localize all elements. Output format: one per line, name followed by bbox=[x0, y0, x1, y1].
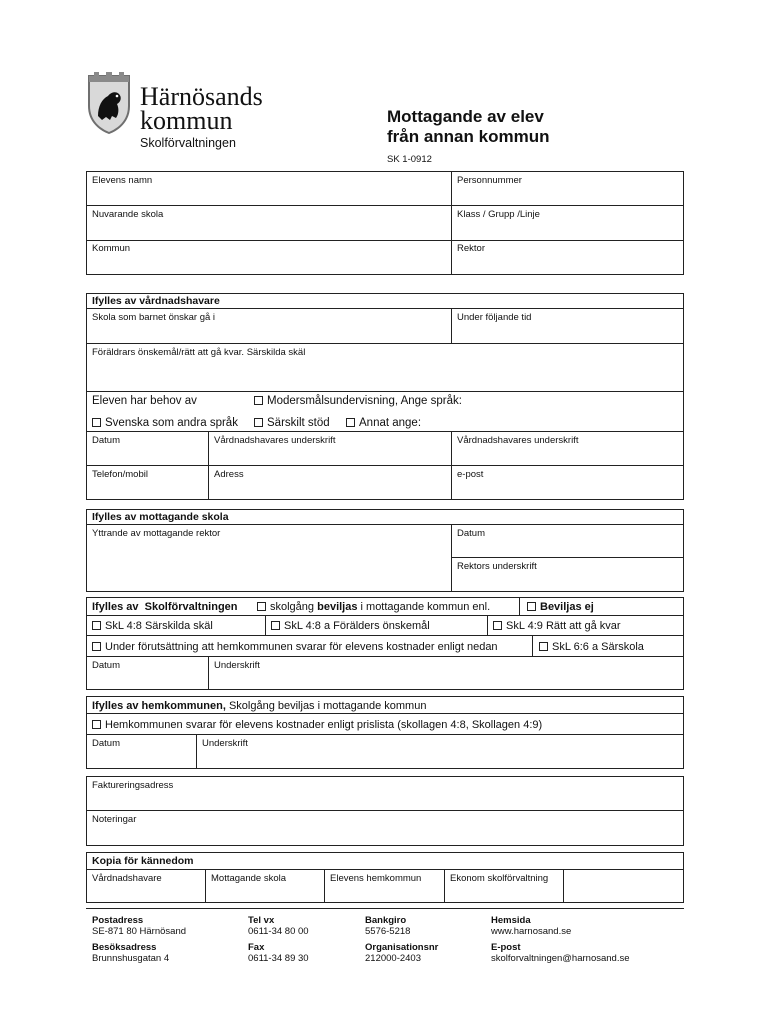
granted-option[interactable]: skolgång beviljas i mottagande kommun enl. bbox=[257, 601, 490, 614]
guardian-heading: Ifylles av vårdnadshavare bbox=[92, 295, 220, 307]
municipality-field[interactable]: Kommun bbox=[92, 243, 131, 254]
skl49-option[interactable]: SkL 4:9 Rätt att gå kvar bbox=[493, 620, 621, 633]
denied-checkbox[interactable] bbox=[527, 602, 536, 611]
billing-address-field[interactable]: Faktureringsadress bbox=[92, 780, 174, 791]
granted-checkbox[interactable] bbox=[257, 602, 266, 611]
footer-orgnr-value: 212000-2403 bbox=[365, 953, 421, 964]
guardian-signature-2-field[interactable]: Vårdnadshavares underskrift bbox=[457, 435, 579, 446]
footer-bankgiro-label: Bankgiro bbox=[365, 915, 407, 926]
address-field[interactable]: Adress bbox=[214, 469, 244, 480]
home-signature-field[interactable]: Underskrift bbox=[202, 738, 248, 749]
org-name-line2: kommun bbox=[140, 106, 233, 135]
footer-phone-value: 0611-34 80 00 bbox=[248, 926, 309, 937]
class-group-field[interactable]: Klass / Grupp /Linje bbox=[457, 209, 540, 220]
skl48-parent-option[interactable]: SkL 4:8 a Förälders önskemål bbox=[271, 620, 430, 633]
receiving-date-field[interactable]: Datum bbox=[457, 528, 485, 539]
needs-label: Eleven har behov av bbox=[92, 395, 197, 407]
receiving-school-heading: Ifylles av mottagande skola bbox=[92, 511, 229, 523]
principal-statement-field[interactable]: Yttrande av mottagande rektor bbox=[92, 528, 221, 539]
home-costs-option[interactable]: Hemkommunen svarar för elevens kostnader enligt prislista (skollagen 4:8, Skollagen 4:9) bbox=[92, 719, 542, 732]
footer-web-link[interactable]: www.harnosand.se bbox=[491, 926, 572, 937]
footer-fax-value: 0611-34 89 30 bbox=[248, 953, 309, 964]
mother-tongue-option[interactable]: Modersmålsundervisning, Ange språk: bbox=[254, 395, 462, 408]
form-title-line1: Mottagande av elev bbox=[387, 107, 544, 126]
mother-tongue-checkbox[interactable] bbox=[254, 396, 263, 405]
skl48-special-option[interactable]: SkL 4:8 Särskilda skäl bbox=[92, 620, 213, 633]
home-municipality-heading: Ifylles av hemkommunen, Skolgång beviljas i mottagande kommun bbox=[92, 700, 427, 712]
principal-signature-field[interactable]: Rektors underskrift bbox=[457, 561, 537, 572]
condition-checkbox[interactable] bbox=[92, 642, 101, 651]
preferred-school-field[interactable]: Skola som barnet önskar gå i bbox=[92, 312, 216, 323]
footer-divider bbox=[86, 908, 684, 909]
billing-section bbox=[86, 776, 684, 846]
email-field[interactable]: e-post bbox=[457, 469, 484, 480]
guardian-date-field[interactable]: Datum bbox=[92, 435, 120, 446]
skl66-option[interactable]: SkL 6:6 a Särskola bbox=[539, 641, 644, 654]
footer-phone-label: Tel vx bbox=[248, 915, 275, 926]
copy-heading: Kopia för kännedom bbox=[92, 855, 194, 867]
home-date-field[interactable]: Datum bbox=[92, 738, 120, 749]
home-costs-checkbox[interactable] bbox=[92, 720, 101, 729]
copy-recipient-home-municipality[interactable]: Elevens hemkommun bbox=[330, 873, 422, 884]
personal-number-field[interactable]: Personnummer bbox=[457, 175, 522, 186]
copy-recipient-guardian[interactable]: Vårdnadshavare bbox=[92, 873, 162, 884]
copy-recipient-receiving-school[interactable]: Mottagande skola bbox=[211, 873, 286, 884]
special-support-option[interactable]: Särskilt stöd bbox=[254, 417, 330, 430]
principal-field[interactable]: Rektor bbox=[457, 243, 485, 254]
condition-option[interactable]: Under förutsättning att hemkommunen svarar för elevens kostnader enligt nedan bbox=[92, 641, 498, 654]
office-date-field[interactable]: Datum bbox=[92, 660, 120, 671]
guardian-signature-1-field[interactable]: Vårdnadshavares underskrift bbox=[214, 435, 336, 446]
swedish-second-language-checkbox[interactable] bbox=[92, 418, 101, 427]
footer-fax-label: Fax bbox=[248, 942, 265, 953]
swedish-second-language-option[interactable]: Svenska som andra språk bbox=[92, 417, 238, 430]
period-field[interactable]: Under följande tid bbox=[457, 312, 532, 323]
footer-postal-label: Postadress bbox=[92, 915, 144, 926]
denied-option[interactable]: Beviljas ej bbox=[527, 601, 594, 614]
footer-postal-value: SE-871 80 Härnösand bbox=[92, 926, 187, 937]
org-name-line1: Härnösands bbox=[140, 82, 263, 111]
student-section bbox=[86, 171, 684, 275]
other-option[interactable]: Annat ange: bbox=[346, 417, 421, 430]
special-support-checkbox[interactable] bbox=[254, 418, 263, 427]
form-code: SK 1-0912 bbox=[387, 154, 432, 165]
skl66-checkbox[interactable] bbox=[539, 642, 548, 651]
coat-of-arms-icon bbox=[86, 72, 132, 134]
footer-web-label: Hemsida bbox=[491, 915, 531, 926]
notes-field[interactable]: Noteringar bbox=[92, 814, 137, 825]
phone-field[interactable]: Telefon/mobil bbox=[92, 469, 148, 480]
footer-bankgiro-value: 5576-5218 bbox=[365, 926, 411, 937]
current-school-field[interactable]: Nuvarande skola bbox=[92, 209, 164, 220]
footer-visit-label: Besöksadress bbox=[92, 942, 157, 953]
school-office-heading: Ifylles av Skolförvaltningen bbox=[92, 601, 238, 613]
department-name: Skolförvaltningen bbox=[140, 136, 236, 150]
footer-email-link[interactable]: skolforvaltningen@harnosand.se bbox=[491, 953, 630, 964]
skl48-special-checkbox[interactable] bbox=[92, 621, 101, 630]
office-signature-field[interactable]: Underskrift bbox=[214, 660, 260, 671]
copy-recipient-economist[interactable]: Ekonom skolförvaltning bbox=[450, 873, 549, 884]
reasons-field[interactable]: Föräldrars önskemål/rätt att gå kvar. Särskilda skäl bbox=[92, 347, 306, 358]
skl49-checkbox[interactable] bbox=[493, 621, 502, 630]
footer-orgnr-label: Organisationsnr bbox=[365, 942, 439, 953]
footer-email-label: E-post bbox=[491, 942, 521, 953]
skl48-parent-checkbox[interactable] bbox=[271, 621, 280, 630]
footer-visit-value: Brunnshusgatan 4 bbox=[92, 953, 170, 964]
form-title-line2: från annan kommun bbox=[387, 127, 550, 146]
student-name-field[interactable]: Elevens namn bbox=[92, 175, 153, 186]
other-checkbox[interactable] bbox=[346, 418, 355, 427]
